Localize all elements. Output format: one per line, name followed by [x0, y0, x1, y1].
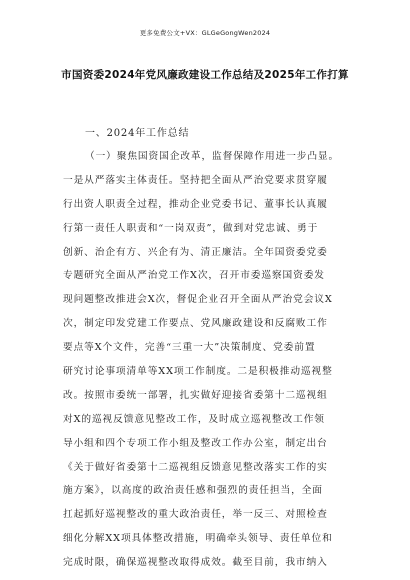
- body-line: 扛起抓好巡视整改的重大政治责任，举一反三、对照检查: [63, 509, 328, 521]
- body-line: 行出资人职责全过程，推动企业党委书记、董事长认真履: [63, 198, 328, 210]
- body-line: （一）聚焦国资国企改革，监督保障作用进一步凸显。: [85, 151, 340, 162]
- body-line: 一是从严落实主体责任。坚持把全面从严治党要求贯穿履: [63, 174, 328, 186]
- body-line: 完成时限，确保巡视整改取得成效。截至目前，我市纳入: [63, 557, 328, 569]
- document-title: 市国资委2024年党风廉政建设工作总结及2025年工作打算: [61, 69, 349, 81]
- header-note: 更多免费公文+VX：GLGeGongWen2024: [139, 29, 271, 37]
- body-line: 要点等X个文件，完善“三重一大”决策制度、党委前置: [63, 342, 316, 354]
- body-line: 现问题整改推进会X次，督促企业召开全面从严治党会议X: [63, 294, 333, 306]
- body-text: [63, 145, 353, 575]
- body-line: 创新、治企有方、兴企有为、清正廉洁。全年国资委党委: [63, 246, 328, 258]
- body-line: 行第一责任人职责和“一岗双责”，做到对党忠诚、勇于: [63, 222, 319, 234]
- body-line: 对X的巡视反馈意见整改工作，及时成立巡视整改工作领: [63, 413, 325, 425]
- body-line: 专题研究全面从严治党工作X次，召开市委巡察国资委发: [63, 270, 325, 282]
- body-line: 研究讨论事项清单等XX项工作制度。二是积极推动巡视整: [63, 366, 333, 378]
- body-line: 施方案》，以高度的政治责任感和强烈的责任担当，全面: [63, 485, 323, 497]
- section-heading: 一、2024年工作总结: [85, 128, 190, 139]
- body-line: 改。按照市委统一部署，扎实做好迎接省委第十二巡视组: [63, 389, 328, 401]
- body-line: 细化分解XX项具体整改措施，明确牵头领导、责任单位和: [63, 533, 333, 545]
- body-line: 导小组和四个专项工作小组及整改工作办公室，制定出台: [63, 437, 328, 449]
- body-line: 《关于做好省委第十二巡视组反馈意见整改落实工作的实: [63, 461, 328, 473]
- body-line: 次，制定印发党建工作要点、党风廉政建设和反腐败工作: [63, 318, 328, 330]
